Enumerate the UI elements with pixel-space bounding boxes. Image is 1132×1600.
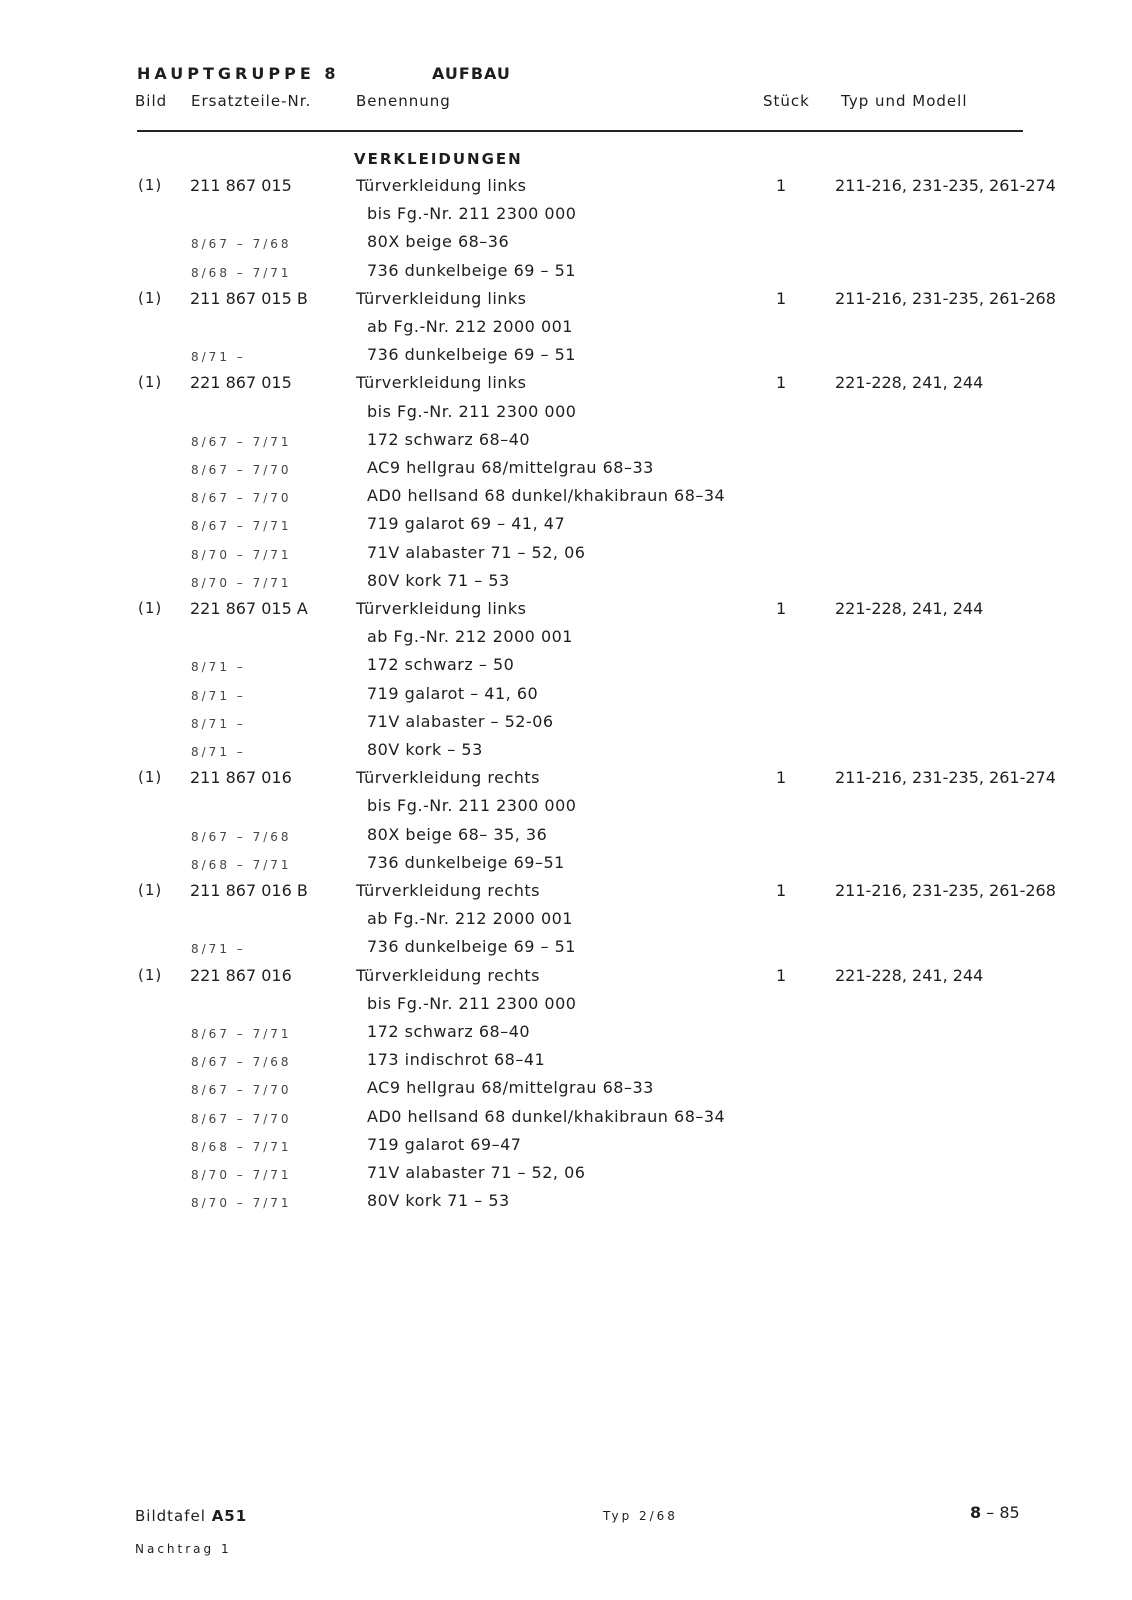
column-header-name: Benennung [356, 92, 451, 110]
column-header-part-no: Ersatzteile-Nr. [191, 92, 312, 110]
table-row [0, 1191, 1132, 1215]
table-row [0, 966, 1132, 990]
row-name: Türverkleidung rechts [356, 768, 540, 788]
table-row [0, 1107, 1132, 1131]
row-date-range: 8/71 – [191, 350, 246, 365]
table-row [0, 853, 1132, 877]
column-header-qty: Stück [763, 92, 810, 110]
row-date-range: 8/71 – [191, 688, 246, 703]
row-bild: (1) [138, 176, 163, 194]
row-name: AD0 hellsand 68 dunkel/khakibraun 68–34 [367, 486, 726, 506]
row-date-range: 8/67 – 7/70 [191, 463, 292, 477]
row-name: 71V alabaster 71 – 52, 06 [367, 1163, 586, 1182]
type-note: Typ 2/68 [603, 1509, 678, 1523]
row-name: AD0 hellsand 68 dunkel/khakibraun 68–34 [367, 1106, 726, 1126]
row-name: AC9 hellgrau 68/mittelgrau 68–33 [367, 1078, 654, 1098]
row-date-range: 8/70 – 7/71 [191, 1168, 292, 1182]
row-name: bis Fg.-Nr. 211 2300 000 [367, 993, 577, 1013]
row-name: 172 schwarz – 50 [367, 655, 515, 675]
header-rule [137, 130, 1023, 132]
row-date-range: 8/70 – 7/71 [191, 575, 292, 590]
table-row [0, 937, 1132, 961]
row-quantity: 1 [776, 965, 787, 985]
row-name: Türverkleidung links [356, 176, 527, 195]
column-header-model: Typ und Modell [841, 92, 968, 110]
row-date-range: 8/71 – [191, 942, 246, 957]
row-name: Türverkleidung links [356, 373, 527, 393]
row-date-range: 8/67 – 7/71 [191, 519, 292, 534]
row-name: AC9 hellgrau 68/mittelgrau 68–33 [367, 458, 654, 477]
row-model: 221-228, 241, 244 [835, 599, 984, 618]
table-row [0, 402, 1132, 426]
row-name: 736 dunkelbeige 69 – 51 [367, 937, 576, 957]
group-title: HAUPTGRUPPE 8 [137, 64, 340, 83]
row-bild: (1) [138, 599, 163, 617]
table-row [0, 204, 1132, 228]
table-row [0, 317, 1132, 341]
table-row [0, 1050, 1132, 1074]
row-name: 172 schwarz 68–40 [367, 429, 531, 449]
row-date-range: 8/71 – [191, 716, 246, 731]
table-row [0, 571, 1132, 595]
page-number-bold: 8 [970, 1503, 982, 1522]
row-part-number: 221 867 015 [190, 373, 292, 393]
plate-label [135, 1507, 247, 1525]
row-name: bis Fg.-Nr. 211 2300 000 [367, 796, 577, 816]
row-name: 719 galarot – 41, 60 [367, 683, 539, 703]
supplement-note: Nachtrag 1 [135, 1542, 232, 1556]
page-number [970, 1503, 1020, 1522]
table-row [0, 655, 1132, 679]
row-name: Türverkleidung links [356, 288, 527, 308]
table-row [0, 514, 1132, 538]
row-name: 172 schwarz 68–40 [367, 1022, 531, 1041]
row-date-range: 8/67 – 7/70 [191, 1083, 292, 1098]
row-part-number: 211 867 015 [190, 176, 292, 195]
page-number-rest: – 85 [981, 1503, 1020, 1522]
table-row [0, 909, 1132, 933]
column-header-bild: Bild [135, 92, 168, 110]
row-name: 71V alabaster – 52-06 [367, 711, 554, 731]
row-name: ab Fg.-Nr. 212 2000 001 [367, 627, 573, 647]
row-date-range: 8/67 – 7/71 [191, 1027, 292, 1041]
row-bild: (1) [138, 965, 163, 984]
row-name: 80X beige 68–36 [367, 232, 510, 252]
row-name: ab Fg.-Nr. 212 2000 001 [367, 317, 573, 336]
row-bild: (1) [138, 288, 163, 307]
row-quantity: 1 [776, 768, 787, 788]
row-name: 80V kork – 53 [367, 740, 483, 759]
table-row [0, 627, 1132, 651]
row-name: 736 dunkelbeige 69 – 51 [367, 260, 576, 280]
row-model: 221-228, 241, 244 [835, 965, 984, 985]
table-row [0, 684, 1132, 708]
row-bild: (1) [138, 373, 163, 392]
row-name: 80V kork 71 – 53 [367, 1191, 510, 1211]
row-name: 71V alabaster 71 – 52, 06 [367, 542, 586, 562]
table-row [0, 1135, 1132, 1159]
row-date-range: 8/67 – 7/68 [191, 829, 292, 844]
table-row [0, 176, 1132, 200]
table-row [0, 289, 1132, 313]
table-row [0, 1078, 1132, 1102]
row-name: 80V kork 71 – 53 [367, 570, 510, 590]
row-name: 719 galarot 69 – 41, 47 [367, 514, 566, 534]
row-name: 736 dunkelbeige 69–51 [367, 852, 565, 872]
row-model: 211-216, 231-235, 261-268 [835, 288, 1056, 308]
row-date-range: 8/71 – [191, 660, 246, 675]
table-row [0, 373, 1132, 397]
row-part-number: 211 867 016 [190, 768, 292, 788]
row-date-range: 8/71 – [191, 745, 246, 759]
row-bild: (1) [138, 768, 163, 787]
row-name: bis Fg.-Nr. 211 2300 000 [367, 401, 577, 421]
row-date-range: 8/67 – 7/70 [191, 491, 292, 506]
row-name: bis Fg.-Nr. 211 2300 000 [367, 204, 577, 224]
row-date-range: 8/67 – 7/70 [191, 1111, 292, 1126]
row-name: Türverkleidung rechts [356, 965, 540, 985]
table-row [0, 712, 1132, 736]
row-name: 736 dunkelbeige 69 – 51 [367, 345, 576, 365]
row-name: 719 galarot 69–47 [367, 1134, 522, 1154]
row-part-number: 211 867 016 B [190, 881, 308, 900]
row-date-range: 8/68 – 7/71 [191, 857, 292, 872]
row-name: 173 indischrot 68–41 [367, 1050, 546, 1070]
table-row [0, 232, 1132, 256]
row-part-number: 221 867 016 [190, 965, 292, 985]
row-part-number: 221 867 015 A [190, 599, 308, 618]
section-heading: VERKLEIDUNGEN [354, 150, 523, 168]
row-quantity: 1 [776, 599, 787, 618]
plate-id: A51 [211, 1507, 248, 1525]
row-date-range: 8/67 – 7/68 [191, 1055, 292, 1070]
table-row [0, 430, 1132, 454]
row-name: Türverkleidung links [356, 599, 527, 618]
table-row [0, 486, 1132, 510]
table-row [0, 994, 1132, 1018]
table-row [0, 345, 1132, 369]
row-quantity: 1 [776, 176, 787, 195]
row-date-range: 8/67 – 7/71 [191, 434, 292, 449]
row-date-range: 8/67 – 7/68 [191, 237, 292, 252]
row-bild: (1) [138, 881, 163, 899]
group-subtitle: AUFBAU [432, 64, 511, 83]
table-row [0, 881, 1132, 905]
table-row [0, 768, 1132, 792]
row-date-range: 8/68 – 7/71 [191, 265, 292, 280]
row-quantity: 1 [776, 881, 787, 900]
table-row [0, 458, 1132, 482]
plate-label-text: Bildtafel [135, 1507, 206, 1525]
table-row [0, 825, 1132, 849]
table-row [0, 1022, 1132, 1046]
row-model: 211-216, 231-235, 261-274 [835, 176, 1056, 195]
row-part-number: 211 867 015 B [190, 288, 308, 308]
row-name: ab Fg.-Nr. 212 2000 001 [367, 909, 573, 929]
row-model: 221-228, 241, 244 [835, 373, 984, 393]
row-quantity: 1 [776, 373, 787, 393]
table-row [0, 1163, 1132, 1187]
row-quantity: 1 [776, 288, 787, 308]
row-model: 211-216, 231-235, 261-268 [835, 881, 1056, 900]
row-date-range: 8/68 – 7/71 [191, 1139, 292, 1154]
row-date-range: 8/70 – 7/71 [191, 1196, 292, 1211]
row-name: 80X beige 68– 35, 36 [367, 824, 548, 844]
row-model: 211-216, 231-235, 261-274 [835, 768, 1056, 788]
row-date-range: 8/70 – 7/71 [191, 547, 292, 562]
table-row [0, 543, 1132, 567]
table-row [0, 599, 1132, 623]
table-row [0, 796, 1132, 820]
row-name: Türverkleidung rechts [356, 881, 540, 900]
table-row [0, 261, 1132, 285]
table-row [0, 740, 1132, 764]
